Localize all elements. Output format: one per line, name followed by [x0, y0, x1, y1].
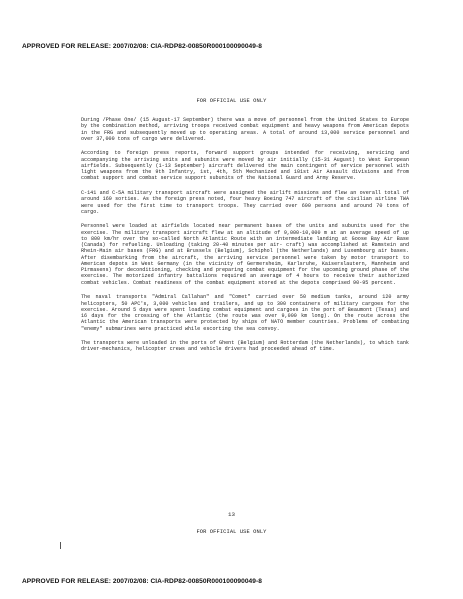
release-footer: APPROVED FOR RELEASE: 2007/02/08: CIA-RDP82-00850R000100090049-8: [22, 578, 262, 585]
paragraph: Personnel were loaded at airfields located near permanent bases of the units and subunits used for the exercise. The military transport aircraft flew at an altitude of 9,000-10,000 m at an average speed of up to 800 km/hr over the so-called North Atlantic Route with an intermediate landing at Goose Bay Air Base (Canada) for refueling. Unloading (taking 20-40 minutes per air- craft) was accomplished at Ramstein and Rhein-Main air bases (FRG) and at Brussels (Belgium), Schiphol (the Netherlands) and Luxembourg air bases. After disembarking from the aircraft, the arriving service personnel were taken by motor transport to American depots in West Germany (in the vicinity of Germersheim, Karlsruhe, Kaiserslautern, Mannheim and Pirmasens) for deconditioning, checking and preparing combat equipment for the upcoming ground phase of the exercise. The motorized infantry battalions required an average of 4 hours to receive their authorized combat vehicles. Combat readiness of the combat equipment stored at the depots comprised 90-95 percent.: [81, 223, 409, 286]
page-number: 13: [228, 511, 235, 518]
scan-mark: [60, 542, 61, 549]
classification-header: FOR OFFICIAL USE ONLY: [196, 98, 267, 104]
release-header: APPROVED FOR RELEASE: 2007/02/08: CIA-RDP82-00850R000100090049-8: [22, 43, 262, 50]
document-body: [81, 117, 409, 361]
paragraph: The naval transports "Admiral Callahan" and "Comet" carried over 50 medium tanks, around 120 army helicopters, 50 APC's, 3,000 vehicles and trailers, and up to 300 containers of military cargoes for the exercise. Around 5 days were spent loading combat equipment and cargoes in the port of Beaumont (Texas) and 16 days for the crossing of the Atlantic (the route was over 9,000 km long). On the route across the Atlantic the American transports were protected by ships of NATO member countries. Problems of combating "enemy" submarines were practiced while escorting the sea convoy.: [81, 294, 409, 332]
paragraph: The transports were unloaded in the ports of Ghent (Belgium) and Rotterdam (the Netherlands), to which tank driver-mechanics, helicopter crews and vehicle drivers had proceeded ahead of time.: [81, 340, 409, 353]
paragraph: C-141 and C-5A military transport aircraft were assigned the airlift missions and flew an overall total of around 160 sorties. As the foreign press noted, four heavy Boeing 747 aircraft of the civilian airline TWA were used for the first time to transport troops. They carried over 600 persons and around 70 tons of cargo.: [81, 190, 409, 215]
paragraph: According to foreign press reports, forward support groups intended for receiving, servicing and accompanying the arriving units and subunits were moved by air initially (15-31 August) to West European airfields. Subsequently (1-13 September) aircraft delivered the main contingent of service personnel with light weapons from the 9th Infantry, 1st, 4th, 5th Mechanized and 101st Air Assault divisions and from combat support and combat service support subunits of the National Guard and Army Reserve.: [81, 150, 409, 182]
paragraph: During /Phase One/ (15 August-17 September) there was a move of personnel from the United States to Europe by the combination method, arriving troops received combat equipment and heavy weapons from American depots in the FRG and subsequently moved up to operating areas. A total of around 13,000 service personnel and over 37,000 tons of cargo were delivered.: [81, 117, 409, 142]
classification-footer: FOR OFFICIAL USE ONLY: [196, 529, 267, 535]
